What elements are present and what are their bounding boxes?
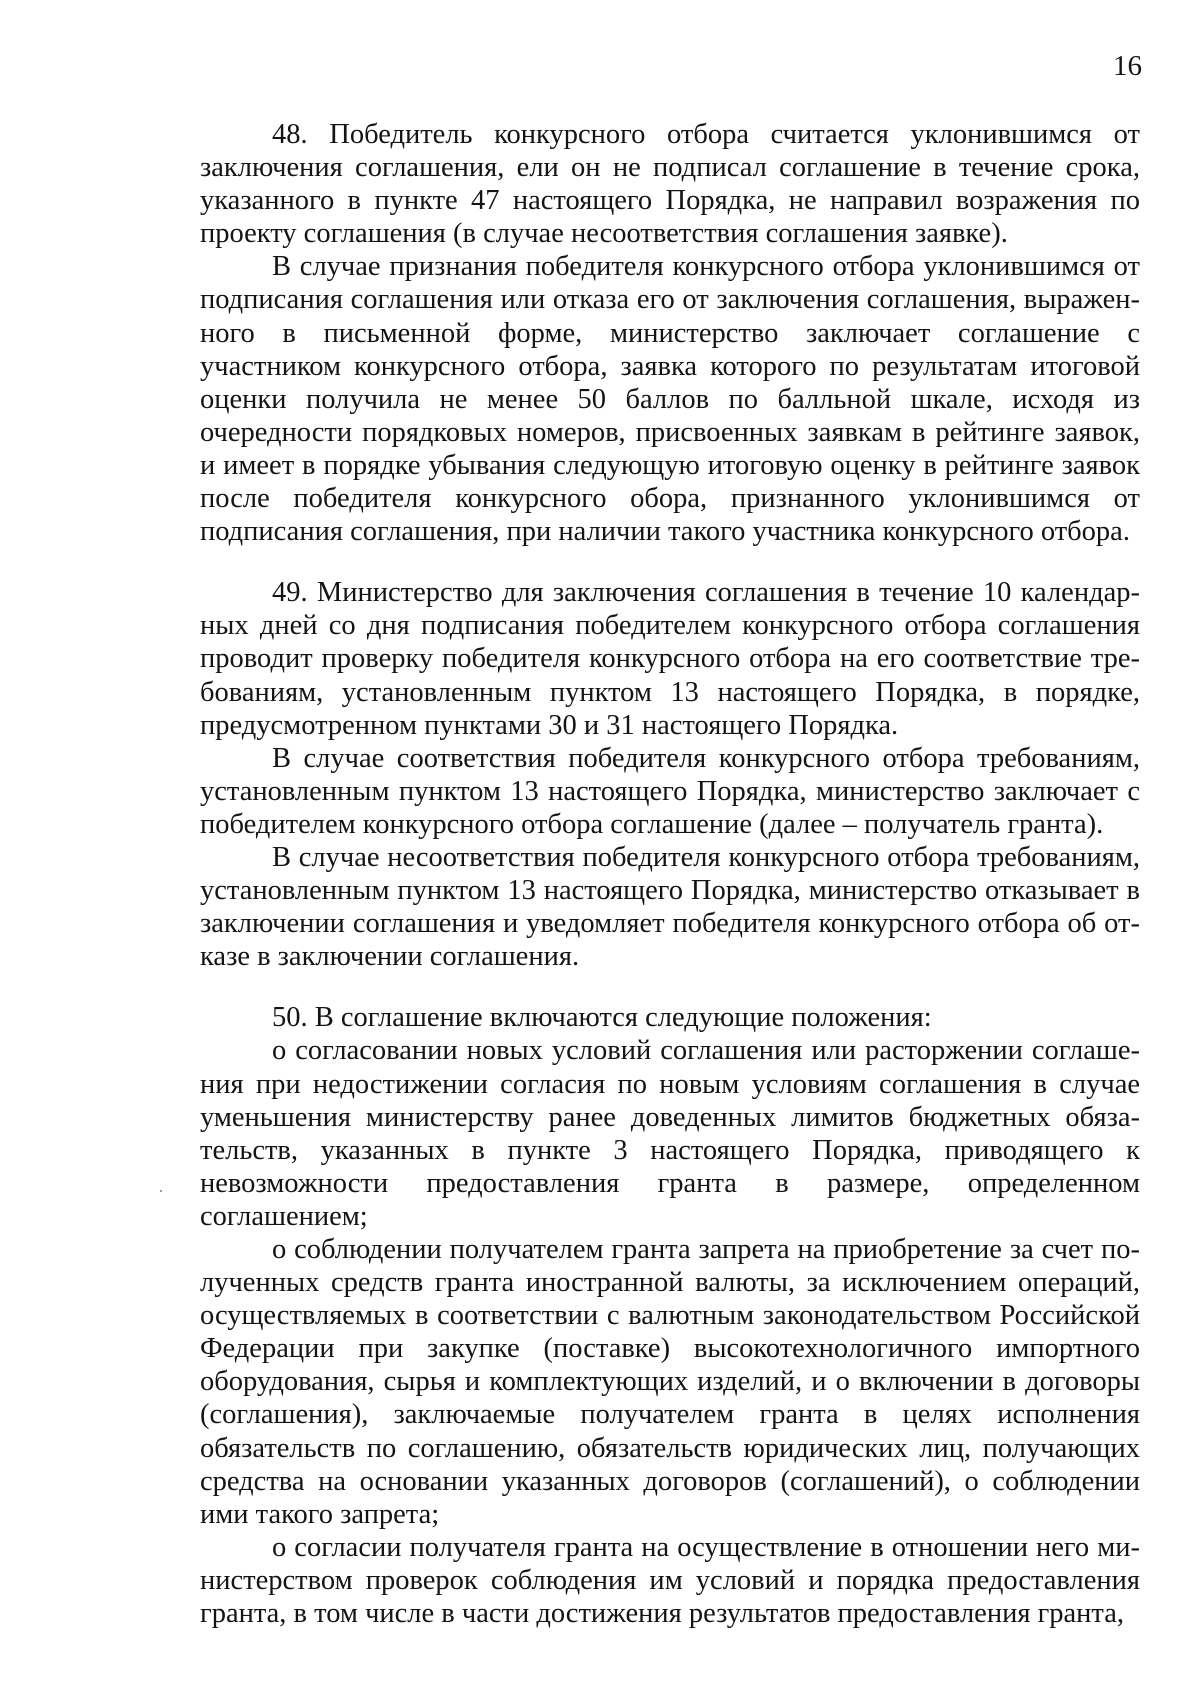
paragraph-48-continuation: В случае признания победителя конкурсного отбора уклонившимся от подписания соглашения или отказа его от заключения соглашения, выраженного в письменной форме, министерство заключает соглашение с участником конкурсного отбора, заявка которого по результатам итоговой оценки получила не менее 50 баллов по балльной шкале, исходя из очередности порядковых номеров, присвоенных заявкам в рейтинге заявок, и имеет в порядке убывания следующую итоговую оценку в рейтинге заявок после победителя конкурсного обора, признанного уклонившимся от подписания соглашения, при наличии такого участника конкурсного отбора.: [200, 251, 1140, 548]
paragraph-50-item-currency-ban: о соблюдении получателем гранта запрета на приобретение за счет полученных средств гранта иностранной валюты, за исключением операций, осуществляемых в соответствии с валютным законодательством Российской Федерации при закупке (поставке) высокотехнологичного импортного оборудования, сырья и комплектующих изделий, и о включении в договоры (соглашения), заключаемые получателем гранта в целях исполнения обязательств по соглашению, обязательств юридических лиц, получающих средства на основании указанных договоров (соглашений), о соблюдении ими такого запрета;: [200, 1234, 1140, 1530]
paragraph-50-item-inspection-consent: о согласии получателя гранта на осуществление в отношении него министерством проверок соблюдения им условий и порядка предоставления гранта, в том числе в части достижения результатов предоставления гранта,: [200, 1531, 1140, 1630]
page-number: 16: [1113, 50, 1142, 82]
paragraph-50: 50. В соглашение включаются следующие положения:: [272, 1002, 932, 1034]
paragraph-49: 49. Министерство для заключения соглашения в течение 10 календарных дней со дня подписания победителем конкурсного отбора соглашения проводит проверку победителя конкурсного отбора на его соответствие требованиям, установленным пунктом 13 настоящего Порядка, в порядке, предусмотренном пунктами 30 и 31 настоящего Порядка.: [200, 577, 1140, 741]
paragraph-48: 48. Победитель конкурсного отбора считается уклонившимся от заключения соглашения, ели он не подписал соглашение в течение срока, указанного в пункте 47 настоящего Порядка, не направил возражения по проекту соглашения (в случае несоответствия соглашения заявке).: [200, 119, 1140, 250]
paragraph-50-item-agreement-terms: о согласовании новых условий соглашения или расторжении соглашения при недостижении согласия по новым условиям соглашения в случае уменьшения министерству ранее доведенных лимитов бюджетных обязательств, указанных в пункте 3 настоящего Порядка, приводящего к невозможности предоставления гранта в размере, определенном соглашением;: [200, 1035, 1140, 1232]
paragraph-49-compliance: В случае соответствия победителя конкурсного отбора требованиям, установленным пунктом 13 настоящего Порядка, министерство заключает с победителем конкурсного отбора соглашение (далее – получатель гранта).: [200, 742, 1140, 840]
document-body: [200, 118, 1140, 1630]
scan-speck: [160, 1190, 162, 1192]
paragraph-49-noncompliance: В случае несоответствия победителя конкурсного отбора требованиям, установленным пунктом 13 настоящего Порядка, министерство отказывает в заключении соглашения и уведомляет победителя конкурсного отбора об отказе в заключении соглашения.: [200, 841, 1140, 973]
